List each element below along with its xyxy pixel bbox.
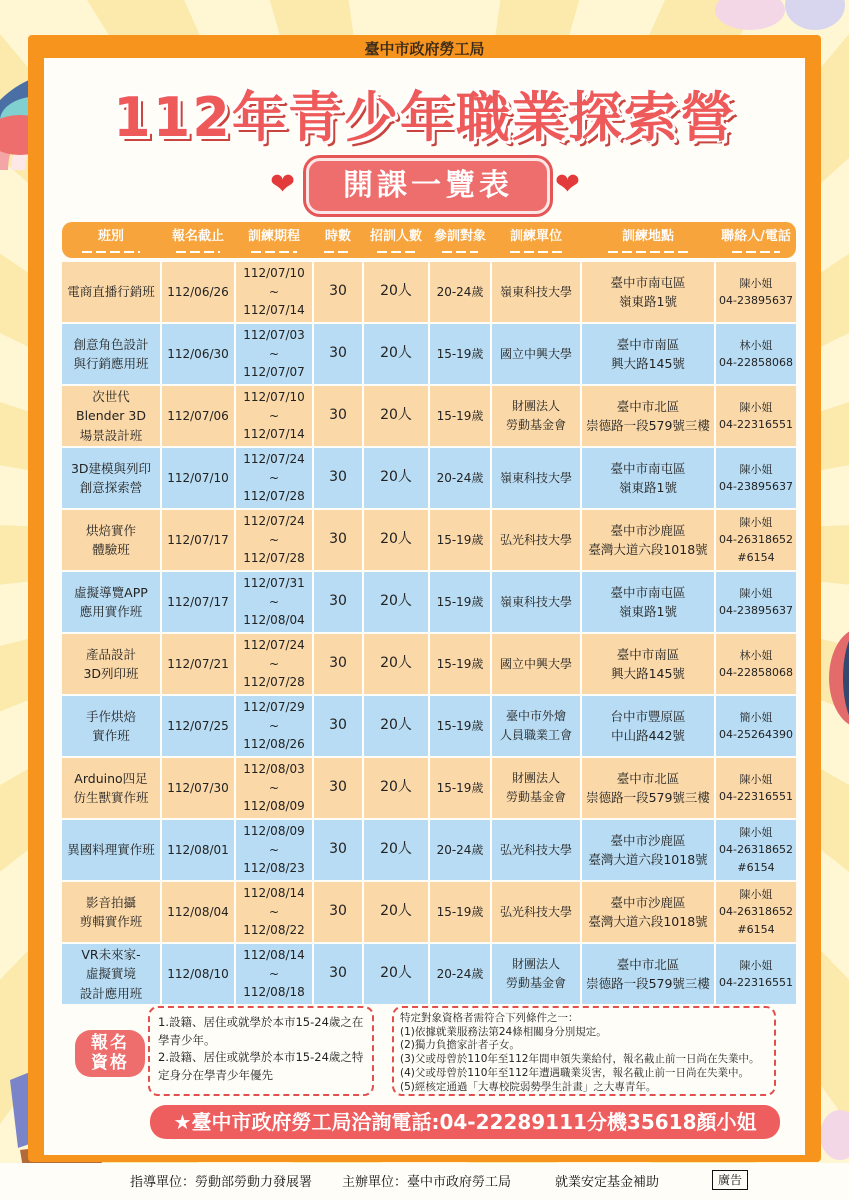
column-header: 班別	[62, 222, 160, 258]
cell-deadline	[162, 634, 234, 694]
cell-deadline-text: 112/07/17	[167, 532, 229, 547]
cell-target	[430, 572, 490, 632]
cell-capacity-text: 20人	[380, 779, 412, 796]
cell-capacity-text: 20人	[380, 407, 412, 424]
cell-hours	[314, 386, 362, 446]
cell-location-text: 臺中市北區 崇德路一段579號三樓	[586, 398, 710, 433]
cell-target	[430, 696, 490, 756]
cell-capacity	[364, 386, 428, 446]
cell-period	[236, 386, 312, 446]
cell-unit-text: 弘光科技大學	[499, 904, 572, 919]
cell-target	[430, 758, 490, 818]
table-row	[62, 634, 796, 694]
cell-deadline	[162, 510, 234, 570]
table-row	[62, 882, 796, 942]
cell-hours-text: 30	[329, 345, 347, 362]
cell-contact	[716, 820, 796, 880]
cell-contact	[716, 324, 796, 384]
cell-unit-text: 嶺東科技大學	[499, 594, 572, 609]
cell-contact	[716, 882, 796, 942]
cell-capacity	[364, 510, 428, 570]
cell-location-text: 臺中市南屯區 嶺東路1號	[610, 274, 686, 309]
cell-course-name	[62, 510, 160, 570]
cell-contact-text: 陳小姐 04-26318652 #6154	[719, 888, 793, 936]
column-header: 訓練單位	[492, 222, 580, 258]
cell-contact	[716, 572, 796, 632]
cell-location	[582, 448, 714, 508]
special-qualification-box	[392, 1006, 776, 1096]
cell-period	[236, 262, 312, 322]
cell-unit	[492, 572, 580, 632]
cell-capacity-text: 20人	[380, 841, 412, 858]
cell-target	[430, 262, 490, 322]
cell-hours	[314, 324, 362, 384]
cell-contact-text: 陳小姐 04-23895637	[719, 276, 793, 307]
cell-contact-text: 簡小姐 04-25264390	[719, 710, 793, 741]
cell-unit-text: 嶺東科技大學	[499, 284, 572, 299]
balloon-decoration	[825, 618, 849, 778]
cell-deadline-text: 112/06/26	[167, 284, 229, 299]
cell-deadline	[162, 572, 234, 632]
column-header: 聯絡人/電話	[716, 222, 796, 258]
cell-target	[430, 944, 490, 1004]
cell-hours-text: 30	[329, 283, 347, 300]
cell-hours-text: 30	[329, 531, 347, 548]
cell-location-text: 臺中市南區 興大路145號	[611, 336, 685, 371]
cell-course-name-text: 手作烘焙 實作班	[85, 708, 136, 743]
cell-contact-text: 林小姐 04-22858068	[719, 648, 793, 679]
table-row	[62, 944, 796, 1004]
cell-location	[582, 820, 714, 880]
cell-target	[430, 882, 490, 942]
special-qualification-item: (2)獨力負擔家計者子女。	[400, 1039, 520, 1052]
cell-target-text: 15-19歲	[436, 594, 484, 609]
cell-unit-text: 弘光科技大學	[499, 532, 572, 547]
cell-course-name-text: 創意角色設計 與行銷應用班	[73, 336, 149, 371]
hotline-banner: ★臺中市政府勞工局洽詢電話:04-22289111分機35618顏小姐	[150, 1105, 780, 1139]
cell-course-name	[62, 448, 160, 508]
cell-target	[430, 448, 490, 508]
cell-location-text: 臺中市南屯區 嶺東路1號	[610, 460, 686, 495]
cell-capacity-text: 20人	[380, 717, 412, 734]
cell-location-text: 台中市豐原區 中山路442號	[610, 708, 686, 743]
cell-contact	[716, 262, 796, 322]
cell-hours-text: 30	[329, 655, 347, 672]
cell-course-name	[62, 820, 160, 880]
table-row	[62, 572, 796, 632]
cell-location	[582, 882, 714, 942]
cell-capacity	[364, 572, 428, 632]
cell-location	[582, 386, 714, 446]
table-row	[62, 386, 796, 446]
cell-contact	[716, 944, 796, 1004]
poster-title: 112年青少年職業探索營	[113, 86, 736, 149]
cell-capacity	[364, 944, 428, 1004]
cell-hours	[314, 758, 362, 818]
cell-unit	[492, 386, 580, 446]
cell-hours	[314, 510, 362, 570]
cell-hours-text: 30	[329, 965, 347, 982]
cell-target-text: 15-19歲	[436, 532, 484, 547]
table-row	[62, 820, 796, 880]
heart-icon: ❤	[554, 167, 580, 202]
cell-target	[430, 634, 490, 694]
cell-course-name-text: 3D建模與列印 創意探索營	[70, 460, 152, 495]
column-header: 參訓對象	[430, 222, 490, 258]
cell-capacity-text: 20人	[380, 531, 412, 548]
cell-deadline-text: 112/07/06	[167, 408, 229, 423]
cell-period-text: 112/08/14 ~ 112/08/18	[243, 948, 305, 1000]
cell-hours-text: 30	[329, 779, 347, 796]
cell-target-text: 15-19歲	[436, 718, 484, 733]
qualification-rule-2: 2.設籍、居住或就學於本市15-24歲之特定身分在學青少年優先	[158, 1050, 364, 1082]
column-header: 訓練期程	[236, 222, 312, 258]
cell-contact-text: 陳小姐 04-26318652 #6154	[719, 826, 793, 874]
qualification-rule-1: 1.設籍、居住或就學於本市15-24歲之在學青少年。	[158, 1015, 364, 1047]
cell-course-name-text: 次世代 Blender 3D 場景設計班	[76, 388, 146, 443]
cell-location	[582, 944, 714, 1004]
cell-period	[236, 572, 312, 632]
cell-unit	[492, 448, 580, 508]
cell-capacity	[364, 324, 428, 384]
heart-icon: ❤	[270, 167, 296, 202]
cell-unit	[492, 510, 580, 570]
cell-capacity-text: 20人	[380, 345, 412, 362]
cell-target-text: 20-24歲	[436, 842, 484, 857]
cell-period-text: 112/08/09 ~ 112/08/23	[243, 824, 305, 876]
cell-period-text: 112/07/24 ~ 112/07/28	[243, 638, 305, 690]
cell-period	[236, 634, 312, 694]
cell-target-text: 15-19歲	[436, 904, 484, 919]
cell-unit-text: 財團法人 勞動基金會	[505, 957, 566, 990]
cell-location-text: 臺中市沙鹿區 臺灣大道六段1018號	[588, 832, 708, 867]
cell-unit	[492, 882, 580, 942]
special-qualification-item: (3)父或母曾於110年至112年間申領失業給付，報名截止前一日尚在失業中。	[400, 1053, 760, 1066]
cell-course-name	[62, 758, 160, 818]
cell-course-name	[62, 882, 160, 942]
cell-period	[236, 820, 312, 880]
cell-unit-text: 財團法人 勞動基金會	[505, 771, 566, 804]
column-header: 招訓人數	[364, 222, 428, 258]
cell-deadline	[162, 882, 234, 942]
cell-course-name	[62, 696, 160, 756]
cell-location-text: 臺中市沙鹿區 臺灣大道六段1018號	[588, 894, 708, 929]
column-header: 報名截止	[162, 222, 234, 258]
cell-unit-text: 嶺東科技大學	[499, 470, 572, 485]
cell-capacity-text: 20人	[380, 593, 412, 610]
cell-capacity	[364, 696, 428, 756]
cell-capacity	[364, 262, 428, 322]
cell-contact-text: 陳小姐 04-23895637	[719, 586, 793, 617]
cell-period	[236, 448, 312, 508]
cell-location	[582, 634, 714, 694]
cell-unit	[492, 944, 580, 1004]
cell-contact-text: 陳小姐 04-23895637	[719, 462, 793, 493]
cell-location	[582, 262, 714, 322]
cell-deadline-text: 112/08/04	[167, 904, 229, 919]
cell-contact	[716, 510, 796, 570]
cell-contact-text: 陳小姐 04-26318652 #6154	[719, 516, 793, 564]
cell-course-name	[62, 634, 160, 694]
cell-course-name-text: 虛擬導覽APP 應用實作班	[74, 584, 148, 619]
cell-period-text: 112/07/31 ~ 112/08/04	[243, 576, 305, 628]
cell-location	[582, 510, 714, 570]
cell-target-text: 20-24歲	[436, 284, 484, 299]
cell-course-name	[62, 944, 160, 1004]
cell-target-text: 20-24歲	[436, 470, 484, 485]
cell-target-text: 15-19歲	[436, 408, 484, 423]
cell-target	[430, 324, 490, 384]
cell-period	[236, 758, 312, 818]
cell-location-text: 臺中市南屯區 嶺東路1號	[610, 584, 686, 619]
table-row	[62, 510, 796, 570]
cell-course-name	[62, 572, 160, 632]
cell-contact-text: 陳小姐 04-22316551	[719, 958, 793, 989]
cell-hours	[314, 448, 362, 508]
cell-deadline-text: 112/08/10	[167, 966, 229, 981]
cell-period	[236, 510, 312, 570]
cell-contact	[716, 696, 796, 756]
cell-deadline	[162, 944, 234, 1004]
cell-period	[236, 324, 312, 384]
cell-period-text: 112/07/10 ~ 112/07/14	[243, 390, 305, 442]
cell-period-text: 112/07/24 ~ 112/07/28	[243, 514, 305, 566]
cell-course-name	[62, 262, 160, 322]
cell-deadline-text: 112/07/10	[167, 470, 229, 485]
cell-deadline	[162, 758, 234, 818]
cell-hours-text: 30	[329, 407, 347, 424]
table-row	[62, 324, 796, 384]
cell-hours	[314, 820, 362, 880]
cell-target-text: 20-24歲	[436, 966, 484, 981]
cell-deadline	[162, 448, 234, 508]
cell-capacity	[364, 758, 428, 818]
cell-period-text: 112/07/29 ~ 112/08/26	[243, 700, 305, 752]
cell-capacity-text: 20人	[380, 655, 412, 672]
cell-target	[430, 510, 490, 570]
cell-location-text: 臺中市北區 崇德路一段579號三樓	[586, 770, 710, 805]
cell-hours-text: 30	[329, 469, 347, 486]
cell-unit-text: 國立中興大學	[499, 346, 572, 361]
cell-period	[236, 696, 312, 756]
cell-location	[582, 696, 714, 756]
cell-deadline-text: 112/06/30	[167, 346, 229, 361]
special-qualification-item: (1)依據就業服務法第24條相關身分別規定。	[400, 1025, 607, 1038]
ad-label: 廣告	[712, 1170, 748, 1190]
cell-period-text: 112/07/10 ~ 112/07/14	[243, 266, 305, 318]
cell-period-text: 112/07/24 ~ 112/07/28	[243, 452, 305, 504]
cell-deadline	[162, 386, 234, 446]
cell-target-text: 15-19歲	[436, 780, 484, 795]
cell-hours	[314, 634, 362, 694]
qualification-rules	[148, 1006, 374, 1096]
cell-contact-text: 陳小姐 04-22316551	[719, 772, 793, 803]
footer-guide: 指導單位：勞動部勞動力發展署	[130, 1175, 313, 1190]
cell-unit	[492, 324, 580, 384]
footer-host: 主辦單位：臺中市政府勞工局	[342, 1175, 512, 1190]
column-header: 時數	[314, 222, 362, 258]
cell-hours	[314, 262, 362, 322]
table-row	[62, 758, 796, 818]
cell-capacity-text: 20人	[380, 283, 412, 300]
cell-target-text: 15-19歲	[436, 656, 484, 671]
cell-deadline-text: 112/07/21	[167, 656, 229, 671]
cell-hours-text: 30	[329, 717, 347, 734]
cell-course-name-text: Arduino四足 仿生獸實作班	[73, 770, 149, 805]
cell-unit	[492, 262, 580, 322]
cell-unit-text: 弘光科技大學	[499, 842, 572, 857]
cell-hours-text: 30	[329, 903, 347, 920]
cell-unit	[492, 758, 580, 818]
cell-capacity-text: 20人	[380, 965, 412, 982]
cell-hours	[314, 944, 362, 1004]
subtitle-banner	[270, 158, 580, 212]
cell-unit	[492, 820, 580, 880]
cell-contact	[716, 634, 796, 694]
cell-hours	[314, 696, 362, 756]
subtitle-text: 開課一覽表	[306, 158, 550, 214]
qualification-badge: 報名 資格	[75, 1030, 145, 1077]
cell-unit	[492, 634, 580, 694]
cell-course-name-text: 烘焙實作 體驗班	[85, 522, 136, 557]
cell-course-name-text: 異國料理實作班	[67, 842, 155, 858]
cell-deadline	[162, 324, 234, 384]
cell-contact	[716, 386, 796, 446]
cell-capacity	[364, 882, 428, 942]
cell-deadline-text: 112/07/25	[167, 718, 229, 733]
table-row	[62, 448, 796, 508]
cell-course-name	[62, 386, 160, 446]
cell-capacity-text: 20人	[380, 903, 412, 920]
table-row	[62, 696, 796, 756]
cell-hours	[314, 882, 362, 942]
cell-deadline	[162, 820, 234, 880]
cell-deadline-text: 112/08/01	[167, 842, 229, 857]
special-qualification-item: (4)父或母曾於110年至112年遭遇職業災害，報名截止前一日尚在失業中。	[400, 1066, 749, 1079]
cell-unit	[492, 696, 580, 756]
cell-deadline-text: 112/07/30	[167, 780, 229, 795]
column-header: 訓練地點	[582, 222, 714, 258]
cell-target-text: 15-19歲	[436, 346, 484, 361]
agency-header: 臺中市政府勞工局	[364, 40, 485, 58]
cell-unit-text: 財團法人 勞動基金會	[505, 399, 566, 432]
cell-location	[582, 324, 714, 384]
cell-period-text: 112/08/14 ~ 112/08/22	[243, 886, 305, 938]
cell-deadline	[162, 262, 234, 322]
cell-hours-text: 30	[329, 841, 347, 858]
table-row	[62, 262, 796, 322]
cell-contact-text: 陳小姐 04-22316551	[719, 400, 793, 431]
cell-location	[582, 758, 714, 818]
cell-location-text: 臺中市北區 崇德路一段579號三樓	[586, 956, 710, 991]
cell-contact	[716, 758, 796, 818]
special-qualification-title: 特定對象資格者需符合下列條件之一：	[400, 1012, 579, 1024]
cell-period-text: 112/08/03 ~ 112/08/09	[243, 762, 305, 814]
cell-deadline-text: 112/07/17	[167, 594, 229, 609]
cell-course-name-text: 影音拍攝 剪輯實作班	[79, 894, 143, 929]
cell-contact-text: 林小姐 04-22858068	[719, 338, 793, 369]
cell-capacity-text: 20人	[380, 469, 412, 486]
cell-hours	[314, 572, 362, 632]
special-qualification-item: (5)經核定通過「大專校院弱勢學生計畫」之大專青年。	[400, 1080, 657, 1093]
cell-unit-text: 國立中興大學	[499, 656, 572, 671]
cell-target	[430, 386, 490, 446]
cell-period	[236, 882, 312, 942]
cell-capacity	[364, 634, 428, 694]
cell-deadline	[162, 696, 234, 756]
cell-period	[236, 944, 312, 1004]
cell-contact	[716, 448, 796, 508]
cell-location	[582, 572, 714, 632]
table-header	[62, 222, 796, 258]
cell-hours-text: 30	[329, 593, 347, 610]
cell-course-name-text: 電商直播行銷班	[67, 284, 155, 300]
footer-fund: 就業安定基金補助	[555, 1175, 660, 1190]
cell-course-name-text: 產品設計 3D列印班	[83, 646, 139, 681]
cell-course-name-text: VR未來家- 虛擬實境 設計應用班	[79, 946, 143, 1001]
cell-capacity	[364, 820, 428, 880]
cell-capacity	[364, 448, 428, 508]
cell-location-text: 臺中市沙鹿區 臺灣大道六段1018號	[588, 522, 708, 557]
cell-location-text: 臺中市南區 興大路145號	[611, 646, 685, 681]
cell-target	[430, 820, 490, 880]
cell-course-name	[62, 324, 160, 384]
cell-period-text: 112/07/03 ~ 112/07/07	[243, 328, 305, 380]
cell-unit-text: 臺中市外燴 人員職業工會	[499, 709, 572, 742]
